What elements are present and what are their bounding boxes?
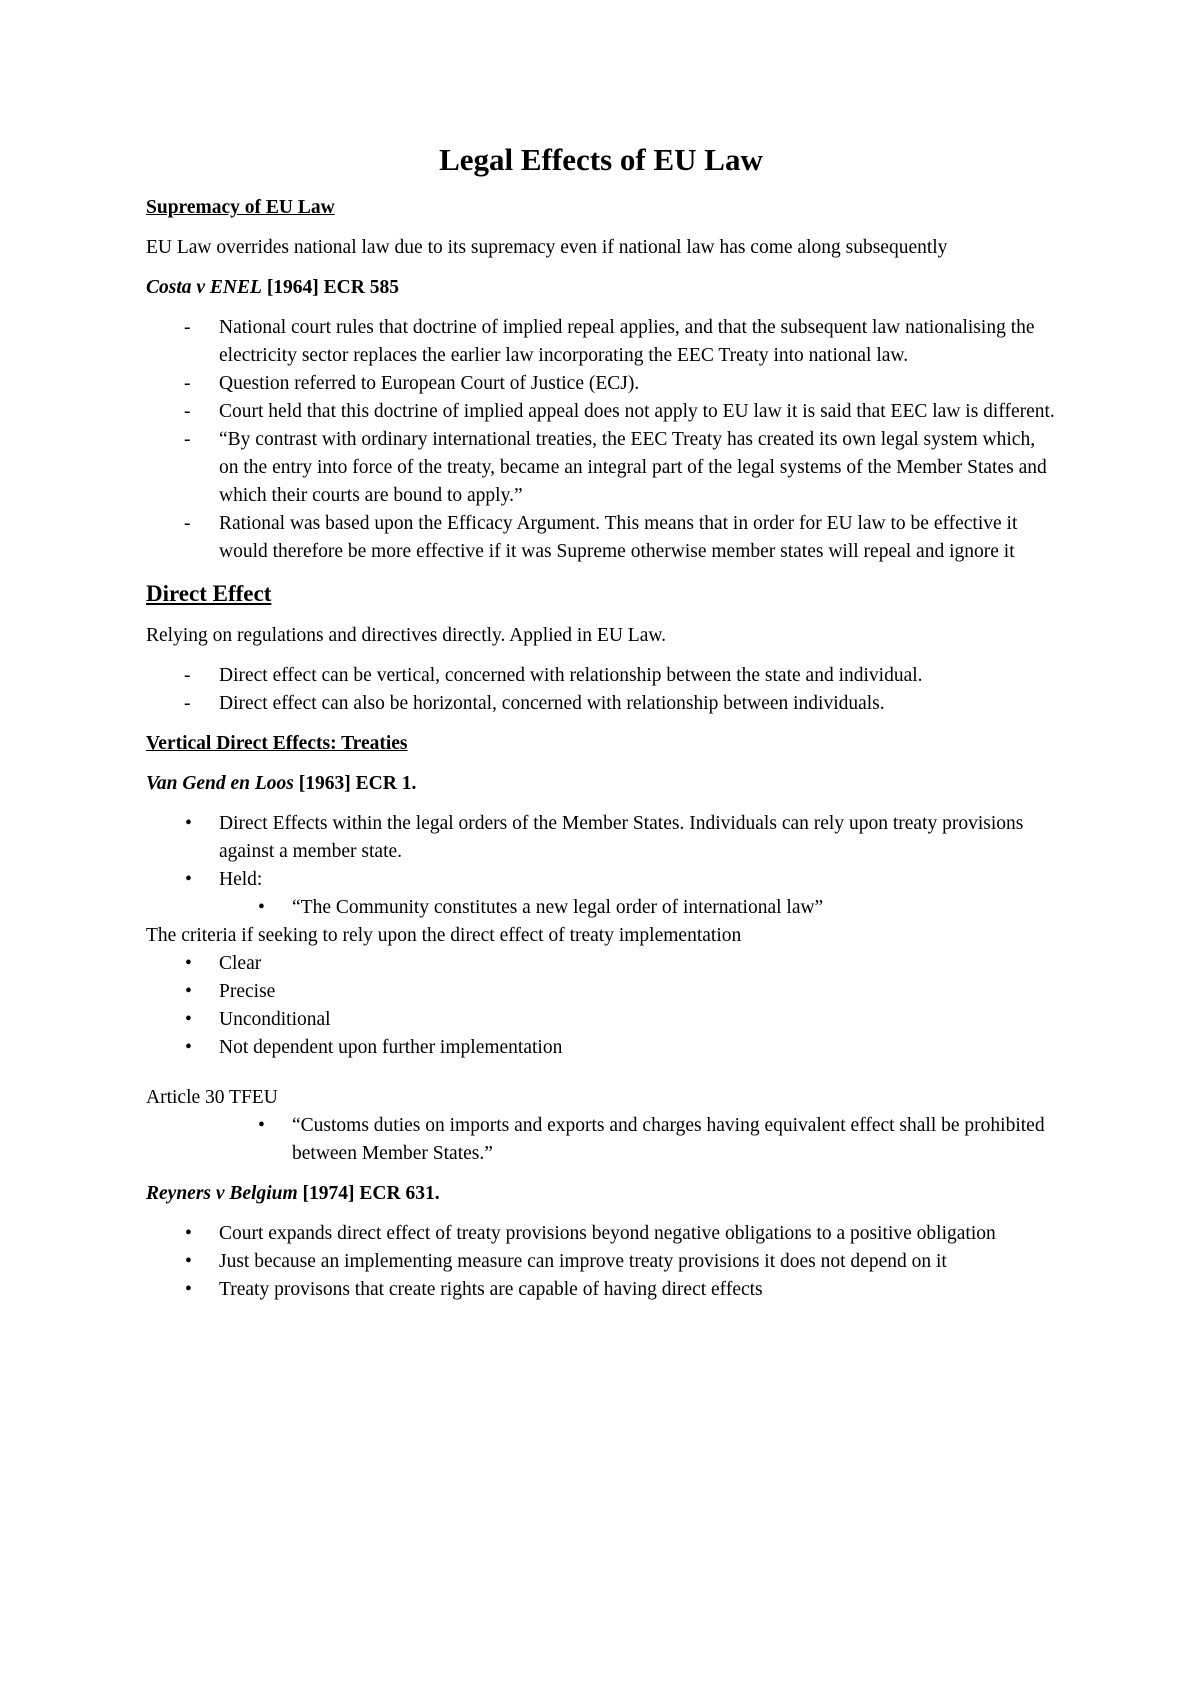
case-name: Van Gend en Loos [146, 773, 294, 794]
criteria-intro: The criteria if seeking to rely upon the direct effect of treaty implementation [146, 925, 742, 946]
list-item: • “Customs duties on imports and exports and charges having equivalent effect shall be prohibited between Member States.” [146, 1112, 1056, 1168]
list-item: • Just because an implementing measure can improve treaty provisions it does not depend on it [146, 1248, 1056, 1276]
article-label: Article 30 TFEU [146, 1087, 278, 1108]
vertical-points [146, 810, 1056, 894]
list-item: - National court rules that doctrine of implied repeal applies, and that the subsequent law nationalising the electricity sector replaces the earlier law incorporating the EEC Treaty into national law. [146, 314, 1056, 370]
list-item: • “The Community constitutes a new legal order of international law” [146, 894, 1056, 922]
list-item: - “By contrast with ordinary international treaties, the EEC Treaty has created its own legal system which, on the entry into force of the treaty, became an integral part of the legal systems of the Member States and which their courts are bound to apply.” [146, 426, 1056, 510]
direct-effect-points [146, 662, 1056, 718]
list-item: - Direct effect can also be horizontal, concerned with relationship between individuals. [146, 690, 1056, 718]
case-reyners-belgium [146, 1180, 1056, 1208]
case-citation: [1963] ECR 1. [293, 773, 417, 794]
direct-effect-intro: Relying on regulations and directives directly. Applied in EU Law. [146, 625, 667, 646]
list-item: - Direct effect can be vertical, concerned with relationship between the state and individual. [146, 662, 1056, 690]
list-item: - Court held that this doctrine of implied appeal does not apply to EU law it is said that EEC law is different. [146, 398, 1056, 426]
list-item: - Rational was based upon the Efficacy Argument. This means that in order for EU law to be effective it would therefore be more effective if it was Supreme otherwise member states will repeal and ignore it [146, 510, 1056, 566]
supremacy-points [146, 314, 1056, 566]
case-name: Costa v ENEL [146, 277, 262, 298]
heading-vertical-direct-effects: Vertical Direct Effects: Treaties [146, 733, 408, 754]
case-name: Reyners v Belgium [146, 1183, 298, 1204]
list-item: • Held: [146, 866, 1056, 894]
case-van-gend-en-loos [146, 770, 1056, 798]
case-costa-enel [146, 274, 1056, 302]
spacer [146, 1062, 1056, 1078]
held-quote-list [146, 894, 1056, 922]
heading-supremacy: Supremacy of EU Law [146, 197, 335, 218]
case-citation: [1974] ECR 631. [297, 1183, 440, 1204]
list-item: • Not dependent upon further implementation [146, 1034, 1056, 1062]
document-title: Legal Effects of EU Law [439, 142, 763, 177]
criteria-list [146, 950, 1056, 1062]
list-item: - Question referred to European Court of Justice (ECJ). [146, 370, 1056, 398]
supremacy-intro: EU Law overrides national law due to its supremacy even if national law has come along subsequently [146, 237, 948, 258]
article-quote-list [146, 1112, 1056, 1168]
list-item: • Direct Effects within the legal orders of the Member States. Individuals can rely upon treaty provisions against a member state. [146, 810, 1056, 866]
reyners-points [146, 1220, 1056, 1304]
list-item: • Court expands direct effect of treaty provisions beyond negative obligations to a positive obligation [146, 1220, 1056, 1248]
list-item: • Unconditional [146, 1006, 1056, 1034]
list-item: • Clear [146, 950, 1056, 978]
heading-direct-effect: Direct Effect [146, 581, 272, 606]
list-item: • Treaty provisons that create rights are capable of having direct effects [146, 1276, 1056, 1304]
list-item: • Precise [146, 978, 1056, 1006]
case-citation: [1964] ECR 585 [261, 277, 399, 298]
